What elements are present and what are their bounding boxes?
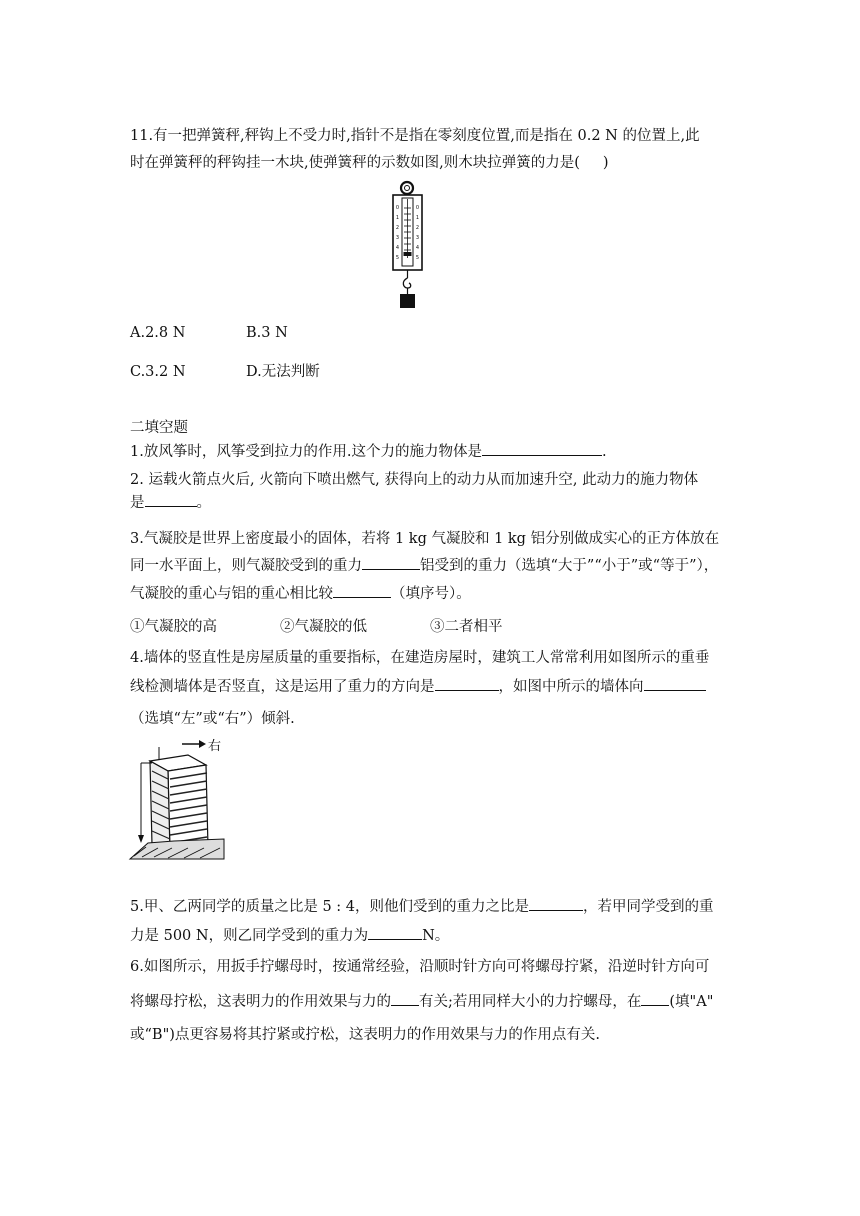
answer-blank bbox=[368, 925, 422, 940]
answer-blank bbox=[391, 991, 419, 1006]
answer-blank bbox=[362, 555, 420, 570]
q11-option-b: B.3 N bbox=[246, 325, 288, 341]
answer-blank bbox=[641, 991, 669, 1006]
fill-q1-end: . bbox=[601, 444, 607, 460]
scale-tick-label: 1 bbox=[395, 215, 400, 221]
scale-tick-label: 1 bbox=[415, 215, 420, 221]
fill-q5-line1-start: 5.甲、乙两同学的质量之比是 5 : 4，则他们受到的重力之比是 bbox=[130, 899, 529, 915]
scale-tick-label: 5 bbox=[395, 255, 400, 261]
fill-q4-line2-mid: ，如图中所示的墙体向 bbox=[498, 679, 644, 695]
scale-tick-label: 0 bbox=[415, 205, 420, 211]
brick-wall-figure bbox=[128, 735, 226, 860]
fill-q2-line2-start: 是 bbox=[130, 495, 145, 511]
fill-q6-line2-start: 将螺母拧松，这表明力的作用效果与力的 bbox=[130, 994, 391, 1010]
fill-q4-line3: （选填“左”或“右”）倾斜. bbox=[130, 711, 295, 727]
scale-pointer bbox=[404, 252, 412, 256]
fill-q4-line2 bbox=[130, 676, 706, 697]
q11-line1: 11.有一把弹簧秤,秤钩上不受力时,指针不是指在零刻度位置,而是指在 0.2 N 的位置上,此 bbox=[130, 128, 700, 144]
q11-option-a: A.2.8 N bbox=[130, 325, 186, 341]
scale-tick-label: 4 bbox=[395, 245, 400, 251]
fill-q4-line1: 4.墙体的竖直性是房屋质量的重要指标，在建造房屋时，建筑工人常常利用如图所示的重垂 bbox=[130, 650, 710, 666]
fill-q3-line2-end: 铝受到的重力（选填“大于”“小于”或“等于”）， bbox=[420, 558, 719, 574]
fill-q6-line2-mid: 有关;若用同样大小的力拧螺母，在 bbox=[419, 994, 642, 1010]
scale-tick-label: 0 bbox=[395, 205, 400, 211]
fill-q5-line1 bbox=[130, 896, 714, 917]
scale-tick-label: 3 bbox=[395, 235, 400, 241]
fill-q2-line1: 2. 运载火箭点火后, 火箭向下喷出燃气, 获得向上的动力从而加速升空, 此动力的施力物体 bbox=[130, 472, 699, 488]
answer-blank bbox=[333, 583, 391, 598]
q11-line2: 时在弹簧秤的秤钩挂一木块,使弹簧秤的示数如图,则木块拉弹簧的力是( ) bbox=[130, 155, 609, 171]
spring-scale-figure bbox=[380, 178, 440, 313]
fill-q5-line2 bbox=[130, 925, 449, 946]
fill-q3-line2 bbox=[130, 555, 718, 576]
scale-tick-label: 5 bbox=[415, 255, 420, 261]
plumb-bob bbox=[138, 835, 144, 843]
answer-blank bbox=[529, 896, 583, 911]
section-heading: 二填空题 bbox=[130, 420, 188, 436]
q11-option-c: C.3.2 N bbox=[130, 364, 186, 380]
fill-q3-choice-3: ③二者相平 bbox=[430, 619, 503, 635]
fill-q6-line3: 或“B")点更容易将其拧紧或拧松，这表明力的作用效果与力的作用点有关. bbox=[130, 1027, 601, 1043]
scale-tick-label: 4 bbox=[415, 245, 420, 251]
fill-q3-line2-start: 同一水平面上，则气凝胶受到的重力 bbox=[130, 558, 362, 574]
wood-block bbox=[400, 294, 415, 308]
answer-blank bbox=[482, 441, 602, 456]
fill-q3-line1: 3.气凝胶是世界上密度最小的固体，若将 1 kg 气凝胶和 1 kg 铝分别做成实心的正方体放在 bbox=[130, 531, 720, 547]
fill-q6-line1: 6.如图所示，用扳手拧螺母时，按通常经验，沿顺时针方向可将螺母拧紧，沿逆时针方向可 bbox=[130, 959, 710, 975]
answer-blank bbox=[644, 676, 706, 691]
fill-q6-line2 bbox=[130, 991, 713, 1012]
fill-q5-line2-start: 力是 500 N，则乙同学受到的重力为 bbox=[130, 928, 369, 944]
scale-tick-label: 2 bbox=[395, 225, 400, 231]
fill-q6-line2-end: (填"A" bbox=[669, 994, 714, 1010]
fill-q4-line2-start: 线检测墙体是否竖直，这是运用了重力的方向是 bbox=[130, 679, 435, 695]
fill-q3-line3-end: （填序号）。 bbox=[391, 586, 471, 602]
fill-q3-line3-start: 气凝胶的重心与铝的重心相比较 bbox=[130, 586, 333, 602]
fill-q2-line2 bbox=[130, 492, 211, 513]
scale-tick-label: 2 bbox=[415, 225, 420, 231]
scale-ring bbox=[401, 182, 413, 194]
fill-q3-line3 bbox=[130, 583, 471, 604]
direction-label: 右 bbox=[208, 739, 222, 754]
scale-tick-label: 3 bbox=[415, 235, 420, 241]
fill-q5-line2-end: N。 bbox=[422, 928, 450, 944]
answer-blank bbox=[435, 676, 499, 691]
answer-blank bbox=[145, 492, 197, 507]
fill-q2-line2-end: 。 bbox=[196, 495, 211, 511]
scale-hook bbox=[403, 278, 410, 288]
fill-q5-line1-end: ，若甲同学受到的重 bbox=[583, 899, 714, 915]
fill-q3-choice-1: ①气凝胶的高 bbox=[130, 619, 217, 635]
fill-q1-text: 1.放风筝时，风筝受到拉力的作用.这个力的施力物体是 bbox=[130, 444, 482, 460]
q11-option-d: D.无法判断 bbox=[246, 364, 320, 380]
fill-q1 bbox=[130, 441, 607, 462]
fill-q3-choice-2: ②气凝胶的低 bbox=[280, 619, 367, 635]
